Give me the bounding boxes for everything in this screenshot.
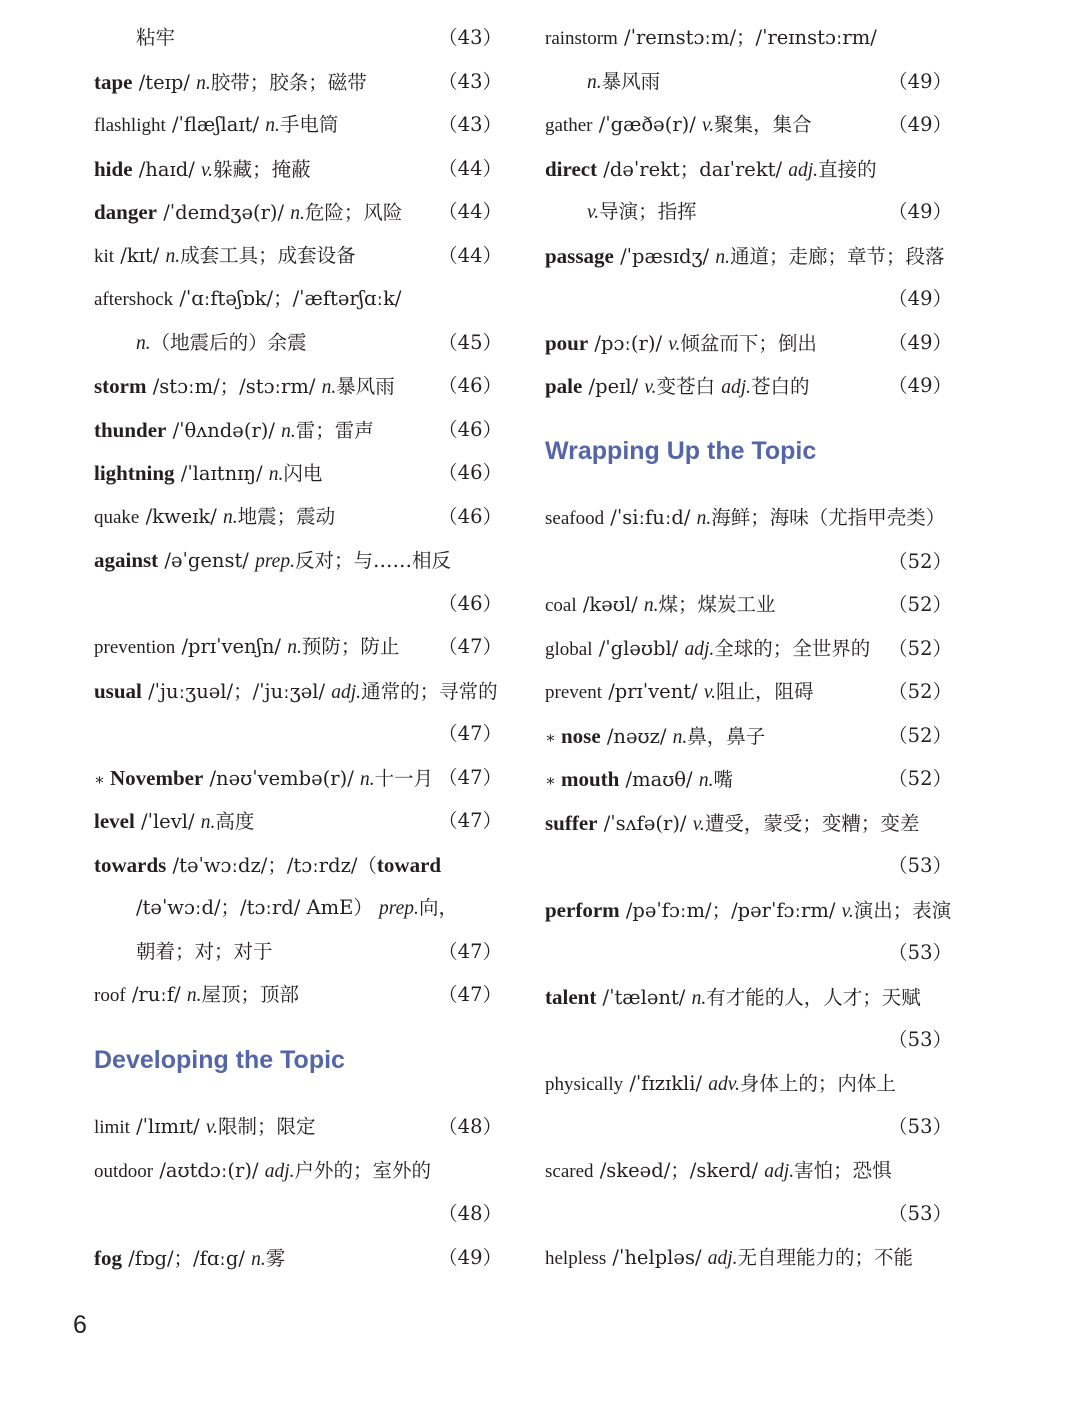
vocab-entry-line	[545, 801, 952, 845]
vocab-entry-line	[94, 147, 502, 191]
vocab-entry-line	[94, 1192, 502, 1236]
vocab-entry-line	[587, 190, 952, 234]
vocab-entry-line	[545, 888, 952, 932]
vocab-entry-line	[94, 538, 502, 582]
part-of-speech: n.	[136, 333, 151, 354]
phonetic: /skeəd/；/skerd/	[599, 1159, 759, 1182]
page-reference: （52）	[888, 767, 952, 790]
phonetic: /ˈlevl/	[141, 810, 195, 833]
headword: danger	[94, 200, 157, 224]
page-reference: （49）	[888, 331, 952, 354]
phonetic: /peɪl/	[588, 375, 639, 398]
vocab-entry-line	[94, 669, 502, 713]
meaning: 聚集，集合	[714, 113, 812, 136]
meaning: 高度	[215, 810, 255, 833]
meaning: 胶带；胶条；磁带	[210, 71, 367, 94]
vocab-entry-line	[94, 799, 502, 843]
vocab-entry-line	[94, 495, 502, 539]
part-of-speech: n.	[321, 377, 337, 398]
part-of-speech: n.	[360, 769, 375, 790]
vocab-entry-line	[94, 408, 502, 452]
headword: roof	[94, 985, 126, 1006]
meaning: 通常的；寻常的	[361, 680, 498, 703]
meaning: 闪电	[283, 462, 323, 485]
phonetic: /pəˈfɔːm/；/pərˈfɔːrm/	[625, 899, 836, 922]
part-of-speech: v.	[703, 682, 716, 703]
phonetic: /təˈwɔːd/；/tɔːrd/ AmE）	[136, 896, 373, 919]
headword: tape	[94, 70, 133, 94]
part-of-speech: n.	[698, 770, 714, 791]
headword-variant: toward	[376, 853, 442, 877]
part-of-speech: n.	[281, 421, 296, 442]
part-of-speech: adj.	[764, 1161, 795, 1182]
phonetic: /aʊtdɔː(r)/	[159, 1159, 259, 1182]
page-reference: （47）	[438, 635, 502, 658]
part-of-speech: adj.	[721, 377, 751, 398]
part-of-speech: n.	[165, 246, 181, 267]
vocab-entry-line	[94, 103, 502, 147]
headword: passage	[545, 244, 614, 268]
headword: direct	[545, 157, 598, 181]
phonetic: /haɪd/	[138, 158, 195, 181]
page-reference: （48）	[438, 1202, 502, 1225]
vocab-entry-line	[136, 930, 502, 974]
meaning: 直接的	[818, 158, 877, 181]
meaning: 海鲜；海味（尤指甲壳类）	[711, 506, 946, 529]
vocab-entry-line	[94, 277, 502, 321]
phonetic: /pɔː(r)/	[594, 332, 663, 355]
meaning: 身体上的；内体上	[739, 1072, 896, 1095]
phonetic: /ˈpæsɪdʒ/	[620, 245, 710, 268]
page-reference: （53）	[888, 941, 952, 964]
part-of-speech: adj.	[264, 1161, 295, 1182]
vocab-entry-line	[545, 1062, 952, 1106]
part-of-speech: n.	[265, 115, 280, 136]
headword: kit	[94, 246, 115, 267]
headword: usual	[94, 679, 142, 703]
vocab-entry-line	[94, 60, 502, 104]
vocab-entry-line	[545, 975, 952, 1019]
phonetic: /ˈreɪnstɔːm/；/ˈreɪnstɔːrm/	[624, 26, 877, 49]
headword: level	[94, 809, 135, 833]
headword: perform	[545, 898, 620, 922]
page-reference: （47）	[438, 940, 502, 963]
headword: pour	[545, 331, 589, 355]
star-marker: ∗	[545, 728, 561, 747]
page-reference: （43）	[438, 26, 502, 49]
page-reference: （46）	[438, 374, 502, 397]
phonetic: /prɪˈvenʃn/	[181, 635, 281, 658]
headword: thunder	[94, 418, 167, 442]
vocab-entry-line	[545, 757, 952, 801]
page-reference: （49）	[888, 374, 952, 397]
meaning: 限制；限定	[217, 1115, 316, 1138]
page-reference: （49）	[888, 287, 952, 310]
headword: prevention	[94, 637, 176, 658]
vocab-entry-line	[94, 1149, 502, 1193]
meaning: 户外的；室外的	[294, 1159, 432, 1182]
page-reference: （53）	[888, 854, 952, 877]
part-of-speech: v.	[200, 160, 214, 181]
vocab-entry-line	[94, 973, 502, 1017]
phonetic: /ˈdeɪndʒə(r)/	[163, 201, 285, 224]
vocab-entry-line	[94, 756, 502, 800]
page-reference: （49）	[888, 113, 952, 136]
meaning: 变苍白	[656, 375, 715, 398]
vocab-entry-line	[545, 670, 952, 714]
page-reference: （47）	[438, 983, 502, 1006]
page-reference: （46）	[438, 461, 502, 484]
star-marker: ∗	[545, 771, 561, 790]
phonetic: /ruːf/	[131, 983, 181, 1006]
phonetic: /prɪˈvent/	[608, 680, 698, 703]
part-of-speech: v.	[205, 1117, 218, 1138]
page-reference: （47）	[438, 766, 502, 789]
part-of-speech: n.	[251, 1249, 266, 1270]
phonetic: /kɪt/	[120, 244, 160, 267]
vocab-entry-line	[545, 1018, 952, 1062]
meaning: 苍白的	[751, 375, 810, 398]
meaning: 雷；雷声	[295, 419, 374, 442]
meaning: 预防；防止	[301, 635, 400, 658]
vocab-entry-line	[94, 234, 502, 278]
phonetic: /ˈtælənt/	[602, 986, 686, 1009]
phonetic: /təˈwɔːdz/；/tɔːrdz/（	[172, 854, 377, 877]
page-reference: （52）	[888, 593, 952, 616]
page-reference: （43）	[438, 70, 502, 93]
headword: coal	[545, 595, 577, 616]
headword: prevent	[545, 682, 602, 703]
part-of-speech: v.	[692, 814, 705, 835]
meaning: 通道；走廊；章节；段落	[729, 245, 945, 268]
page-reference: （52）	[888, 637, 952, 660]
phonetic: /stɔːm/；/stɔːrm/	[152, 375, 316, 398]
headword: physically	[545, 1074, 624, 1095]
headword: helpless	[545, 1248, 607, 1269]
vocab-entry-line	[545, 714, 952, 758]
phonetic: /ˈgæðə(r)/	[598, 113, 696, 136]
page-reference: （49）	[888, 200, 952, 223]
page-reference: （44）	[438, 200, 502, 223]
headword: seafood	[545, 508, 605, 529]
meaning: 嘴	[713, 768, 733, 791]
page-reference: （53）	[888, 1202, 952, 1225]
part-of-speech: prep.	[255, 551, 295, 572]
phonetic: /nəʊz/	[606, 725, 667, 748]
page-reference: （49）	[438, 1246, 502, 1269]
meaning: 倾盆而下；倒出	[680, 332, 817, 355]
vocab-entry-line	[545, 931, 952, 975]
part-of-speech: v.	[587, 202, 600, 223]
phonetic: /ˈflæʃlaɪt/	[171, 113, 260, 136]
vocab-entry-line	[94, 625, 502, 669]
headword: rainstorm	[545, 28, 618, 49]
part-of-speech: n.	[696, 508, 712, 529]
meaning: 十一月	[374, 767, 434, 790]
part-of-speech: n.	[672, 727, 688, 748]
part-of-speech: adj.	[331, 682, 362, 703]
phonetic: /teɪp/	[138, 71, 190, 94]
page-reference: （45）	[438, 331, 502, 354]
part-of-speech: adv.	[708, 1074, 740, 1095]
vocab-entry-line	[545, 496, 952, 540]
phonetic: /əˈgenst/	[164, 549, 249, 572]
page-reference: （48）	[438, 1115, 502, 1138]
headword: suffer	[545, 811, 598, 835]
headword: towards	[94, 853, 167, 877]
part-of-speech: n.	[290, 203, 305, 224]
meaning: 遭受，蒙受；变糟；变差	[704, 812, 920, 835]
vocab-entry-line	[94, 364, 502, 408]
headword: scared	[545, 1161, 594, 1182]
phonetic: /ˈsiːfuːd/	[610, 506, 691, 529]
meaning: 成套工具；成套设备	[180, 244, 356, 267]
meaning: 雾	[265, 1247, 286, 1270]
page-reference: （52）	[888, 680, 952, 703]
part-of-speech: adj.	[788, 160, 819, 181]
phonetic: /ˈlaɪtnɪŋ/	[180, 462, 263, 485]
part-of-speech: prep.	[379, 898, 419, 919]
phonetic: /nəʊˈvembə(r)/	[209, 767, 354, 790]
phonetic: /maʊθ/	[625, 768, 693, 791]
page-reference: （44）	[438, 244, 502, 267]
headword: hide	[94, 157, 133, 181]
vocab-entry-line	[545, 321, 952, 365]
part-of-speech: v.	[841, 901, 854, 922]
part-of-speech: n.	[691, 988, 707, 1009]
page-reference: （46）	[438, 505, 502, 528]
meaning: 无自理能力的；不能	[737, 1246, 914, 1269]
part-of-speech: adj.	[684, 639, 715, 660]
vocab-entry-line	[545, 844, 952, 888]
vocab-entry-line	[136, 321, 502, 365]
page-reference: （47）	[438, 722, 502, 745]
star-marker: ∗	[94, 770, 110, 789]
part-of-speech: n.	[287, 637, 302, 658]
vocab-entry-line	[545, 1192, 952, 1236]
phonetic: /kweɪk/	[145, 505, 217, 528]
page-reference: （43）	[438, 113, 502, 136]
vocab-entry-line	[545, 1236, 952, 1280]
meaning: 煤；煤炭工业	[658, 593, 776, 616]
page-number: 6	[73, 1311, 87, 1339]
page-reference: （53）	[888, 1028, 952, 1051]
headword: pale	[545, 374, 583, 398]
page-reference: （46）	[438, 592, 502, 615]
meaning: 导演；指挥	[599, 200, 697, 223]
part-of-speech: n.	[715, 247, 730, 268]
headword: against	[94, 548, 159, 572]
meaning: 暴风雨	[601, 70, 661, 93]
meaning: 地震；震动	[237, 505, 336, 528]
page-reference: （52）	[888, 724, 952, 747]
headword: nose	[560, 724, 601, 748]
page-reference: （49）	[888, 70, 952, 93]
part-of-speech: n.	[223, 507, 238, 528]
headword: gather	[545, 115, 593, 136]
part-of-speech: n.	[186, 985, 202, 1006]
meaning: 鼻，鼻子	[687, 725, 766, 748]
part-of-speech: n.	[587, 72, 602, 93]
meaning: （地震后的）余震	[150, 331, 307, 354]
meaning: 全球的；全世界的	[714, 637, 871, 660]
phonetic: /ˈɑːftəʃɒk/；/ˈæftərʃɑːk/	[179, 287, 402, 310]
phonetic: /ˈsʌfə(r)/	[603, 812, 687, 835]
meaning: 屋顶；顶部	[201, 983, 300, 1006]
meaning: 反对；与……相反	[294, 549, 451, 572]
phonetic: /dəˈrekt；daɪˈrekt/	[603, 158, 783, 181]
vocab-entry-line	[94, 712, 502, 756]
meaning: 有才能的人，人才；天赋	[706, 986, 921, 1009]
page-reference: （46）	[438, 418, 502, 441]
meaning: 向，	[418, 896, 458, 919]
part-of-speech: v.	[644, 377, 657, 398]
phonetic: /ˈhelpləs/	[612, 1246, 702, 1269]
vocab-entry-line	[94, 190, 502, 234]
phonetic: /kəʊl/	[582, 593, 638, 616]
phonetic: /ˈjuːʒuəl/；/ˈjuːʒəl/	[148, 680, 326, 703]
vocab-entry-line	[545, 16, 952, 60]
vocab-entry-line	[94, 451, 502, 495]
phonetic: /ˈgləʊbl/	[598, 637, 679, 660]
headword: November	[109, 766, 204, 790]
page-reference: （47）	[438, 809, 502, 832]
vocab-entry-line	[545, 540, 952, 584]
phonetic: /ˈfɪzɪkli/	[629, 1072, 703, 1095]
vocab-entry-line	[94, 843, 502, 887]
vocab-entry-line	[545, 627, 952, 671]
vocab-entry-line	[94, 1105, 502, 1149]
vocab-entry-line	[545, 234, 952, 278]
vocab-entry-line	[545, 147, 952, 191]
phonetic: /fɒg/；/fɑːg/	[128, 1247, 245, 1270]
part-of-speech: adj.	[707, 1248, 738, 1269]
part-of-speech: n.	[643, 595, 659, 616]
section-title-developing: Developing the Topic	[94, 1046, 345, 1074]
part-of-speech: n.	[268, 464, 284, 485]
part-of-speech: v.	[668, 334, 681, 355]
phonetic: /ˈlɪmɪt/	[136, 1115, 200, 1138]
meaning: 危险；风险	[304, 201, 403, 224]
meaning: 暴风雨	[336, 375, 395, 398]
vocab-entry-line	[545, 277, 952, 321]
vocab-entry-line	[94, 1236, 502, 1280]
vocab-entry-line	[545, 364, 952, 408]
headword: lightning	[94, 461, 175, 485]
headword: outdoor	[94, 1161, 154, 1182]
meaning: 演出；表演	[853, 899, 952, 922]
headword: flashlight	[94, 115, 166, 136]
meaning: 躲藏；掩蔽	[213, 158, 311, 181]
headword: aftershock	[94, 289, 174, 310]
page-reference: （52）	[888, 550, 952, 573]
vocab-entry-line	[136, 886, 502, 930]
headword: global	[545, 639, 593, 660]
vocab-entry-line	[545, 583, 952, 627]
part-of-speech: n.	[200, 812, 216, 833]
headword: storm	[94, 374, 147, 398]
vocab-entry-line	[587, 60, 952, 104]
phonetic: /ˈθʌndə(r)/	[172, 419, 275, 442]
meaning: 粘牢	[136, 26, 176, 49]
part-of-speech: v.	[702, 115, 715, 136]
page-reference: （44）	[438, 157, 502, 180]
meaning: 手电筒	[279, 113, 339, 136]
section-title-wrapping: Wrapping Up the Topic	[545, 437, 817, 465]
vocab-entry-line	[136, 16, 502, 60]
vocab-entry-line	[94, 582, 502, 626]
headword: fog	[94, 1246, 122, 1270]
headword: mouth	[560, 767, 620, 791]
headword: limit	[94, 1117, 130, 1138]
page-reference: （53）	[888, 1115, 952, 1138]
vocab-entry-line	[545, 103, 952, 147]
vocab-entry-line	[545, 1105, 952, 1149]
meaning: 朝着；对；对于	[136, 940, 273, 963]
meaning: 害怕；恐惧	[794, 1159, 892, 1182]
headword: talent	[545, 985, 597, 1009]
vocab-entry-line	[545, 1149, 952, 1193]
meaning: 阻止，阻碍	[715, 680, 814, 703]
headword: quake	[94, 507, 140, 528]
part-of-speech: n.	[196, 73, 211, 94]
